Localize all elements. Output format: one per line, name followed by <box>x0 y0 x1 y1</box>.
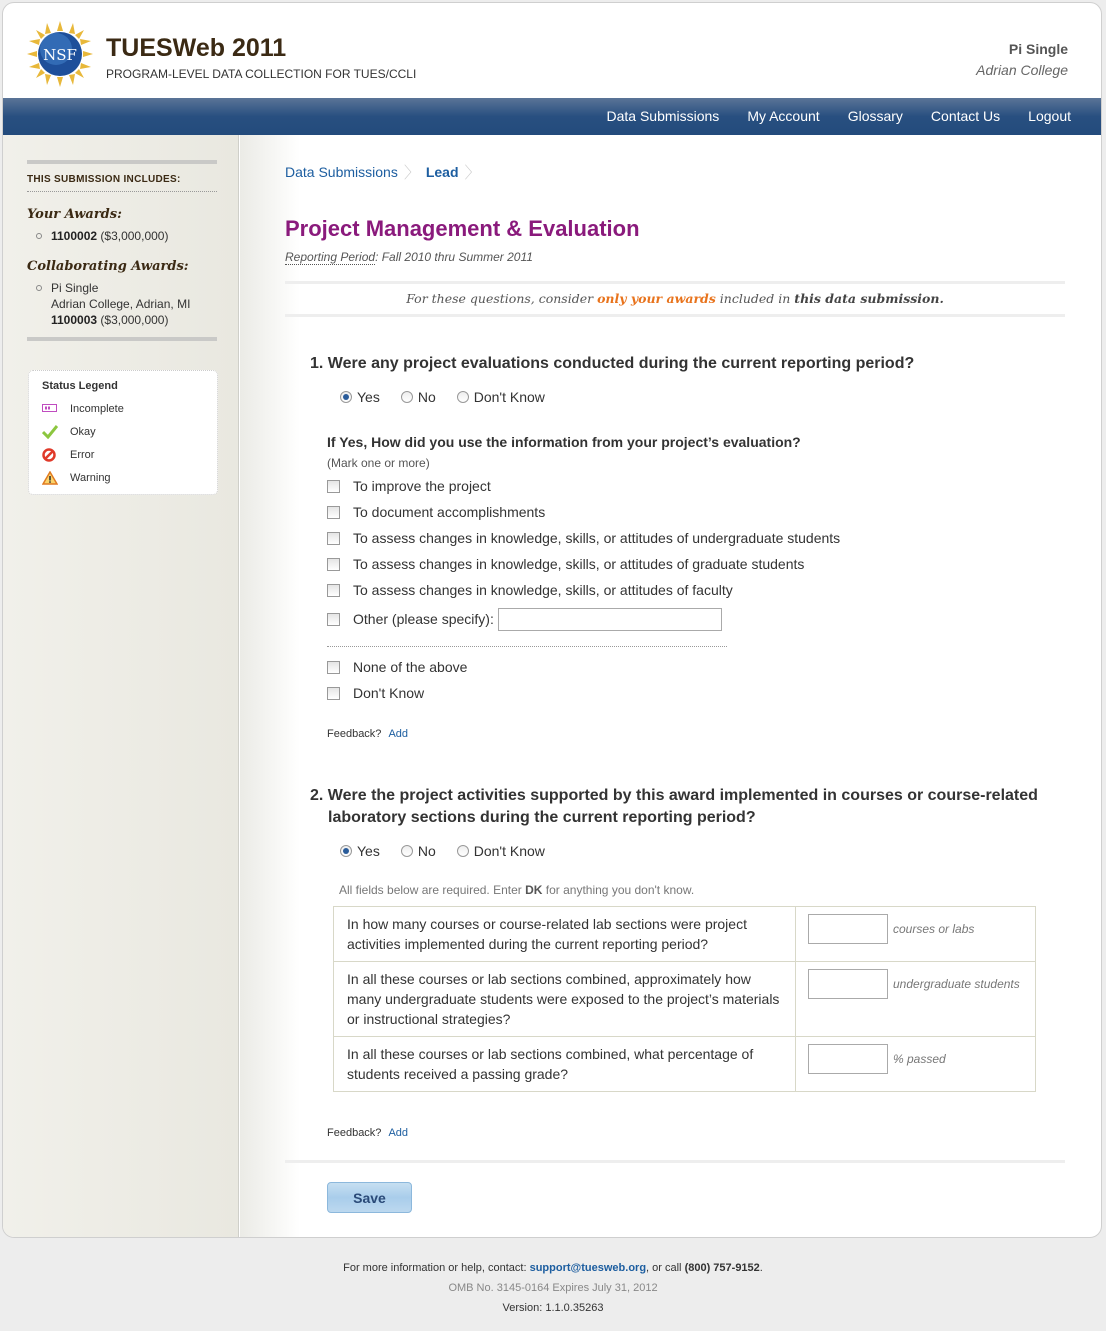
collab-institution: Adrian College, Adrian, MI <box>51 297 191 311</box>
legend-title: Status Legend <box>42 380 118 392</box>
breadcrumb-current: Lead <box>425 163 459 180</box>
scope-notice <box>285 281 1065 317</box>
nsf-logo <box>27 21 93 87</box>
q2-radio-dont-know[interactable] <box>457 843 545 859</box>
q1-exclusive-options <box>327 654 467 706</box>
page-footer <box>0 1258 1106 1318</box>
q2-radio-no[interactable] <box>401 843 436 859</box>
contact-text: , or call <box>646 1262 685 1274</box>
add-feedback-link[interactable]: Add <box>388 728 409 740</box>
question-2-options <box>340 843 566 859</box>
notice-text: For these questions, consider <box>406 291 598 306</box>
checkbox[interactable] <box>327 661 340 674</box>
courses-count-input[interactable] <box>808 914 888 944</box>
q1-feedback <box>327 728 408 740</box>
checkbox-label: To assess changes in knowledge, skills, or attitudes of faculty <box>353 582 733 598</box>
radio-label: Don't Know <box>473 843 545 859</box>
award-id: 1100002 <box>51 229 98 243</box>
radio-icon[interactable] <box>401 845 413 857</box>
contact-text: For more information or help, contact: <box>343 1262 530 1274</box>
note-text: All fields below are required. Enter <box>339 883 526 897</box>
radio-label: Yes <box>357 843 380 859</box>
checkbox-dont-know[interactable] <box>327 680 467 706</box>
version-info: Version: 1.1.0.35263 <box>502 1302 604 1314</box>
app-title: TUESWeb 2011 <box>106 34 287 62</box>
row-answer <box>796 1037 1036 1092</box>
unit-label: % passed <box>893 1052 946 1066</box>
q1-followup-question: If Yes, How did you use the information from your project’s evaluation? <box>327 434 801 450</box>
breadcrumb <box>285 160 487 183</box>
checkbox[interactable] <box>327 480 340 493</box>
q1-radio-no[interactable] <box>401 389 436 405</box>
legend-item-okay <box>42 420 204 443</box>
chevron-right-icon: 〉 <box>403 165 420 182</box>
q1-checkbox-group <box>327 473 840 635</box>
nav-glossary[interactable]: Glossary <box>847 108 903 124</box>
checkbox[interactable] <box>327 687 340 700</box>
incomplete-icon <box>42 404 58 414</box>
user-organization: Adrian College <box>976 62 1068 78</box>
other-specify-input[interactable] <box>498 608 722 631</box>
user-name: Pi Single <box>1008 41 1068 57</box>
radio-label: No <box>417 389 436 405</box>
reporting-period <box>285 250 533 264</box>
chevron-right-icon: 〉 <box>464 165 481 182</box>
legend-label: Okay <box>70 425 96 438</box>
question-2-title <box>310 785 1038 829</box>
question-2-line-2: laboratory sections during the current reporting period? <box>328 809 756 826</box>
error-icon <box>42 448 56 462</box>
checkbox-label: To improve the project <box>353 478 491 494</box>
checkbox-document-accomplishments[interactable] <box>327 499 840 525</box>
header <box>3 3 1102 98</box>
q1-radio-dont-know[interactable] <box>457 389 545 405</box>
row-question: In all these courses or lab sections combined, what percentage of students received a passing grade? <box>334 1037 796 1092</box>
your-awards-heading: Your Awards: <box>27 207 122 222</box>
table-row <box>334 907 1036 962</box>
notice-text: included in <box>715 291 795 306</box>
percent-passed-input[interactable] <box>808 1044 888 1074</box>
checkbox-label: Other (please specify): <box>353 611 494 627</box>
page-title: Project Management & Evaluation <box>285 216 640 241</box>
notice-bold: this data submission. <box>794 291 944 306</box>
checkbox-assess-grad[interactable] <box>327 551 840 577</box>
notice-highlight: only your awards <box>597 291 716 306</box>
question-2-line-1: 2. Were the project activities supported by this award implemented in courses or course-related <box>310 787 1038 804</box>
divider <box>285 1160 1065 1163</box>
legend-label: Incomplete <box>70 402 124 415</box>
radio-selected-icon[interactable] <box>340 845 352 857</box>
logo-text: NSF <box>43 46 77 64</box>
checkbox-label: To document accomplishments <box>353 504 546 520</box>
checkbox-other[interactable] <box>327 603 840 635</box>
divider <box>327 646 727 647</box>
sidebar <box>3 135 239 1238</box>
contact-line <box>0 1258 1106 1278</box>
period-value: : Fall 2010 thru Summer 2011 <box>375 250 533 264</box>
nav-logout[interactable]: Logout <box>1028 108 1071 124</box>
support-phone: (800) 757-9152 <box>684 1262 760 1274</box>
legend-label: Warning <box>70 471 111 484</box>
save-button[interactable]: Save <box>327 1182 412 1213</box>
question-1-title: 1. Were any project evaluations conducted during the current reporting period? <box>310 355 915 372</box>
legend-label: Error <box>70 448 95 461</box>
q1-followup-hint: (Mark one or more) <box>327 456 430 470</box>
checkbox[interactable] <box>327 558 340 571</box>
question-1-options <box>340 389 566 405</box>
row-answer <box>796 962 1036 1037</box>
award-item <box>27 228 217 244</box>
collab-awards-heading: Collaborating Awards: <box>27 259 189 274</box>
status-legend <box>28 370 218 495</box>
radio-label: Don't Know <box>473 389 545 405</box>
radio-icon[interactable] <box>457 845 469 857</box>
award-amount: ($3,000,000) <box>100 229 169 243</box>
support-email-link[interactable]: support@tuesweb.org <box>529 1262 647 1274</box>
row-question: In all these courses or lab sections combined, approximately how many undergraduate students were exposed to the project’s materials or instructional strategies? <box>334 962 796 1037</box>
add-feedback-link[interactable]: Add <box>388 1127 409 1139</box>
q2-details-table <box>333 906 1036 1092</box>
checkbox-improve-project[interactable] <box>327 473 840 499</box>
checkbox[interactable] <box>327 613 340 626</box>
main-nav <box>3 98 1102 135</box>
checkbox-assess-faculty[interactable] <box>327 577 840 603</box>
feedback-label: Feedback? <box>327 728 382 740</box>
table-row <box>334 962 1036 1037</box>
unit-label: undergraduate students <box>893 977 1020 991</box>
radio-label: No <box>417 843 436 859</box>
checkbox-assess-undergrad[interactable] <box>327 525 840 551</box>
checkbox-label: To assess changes in knowledge, skills, or attitudes of undergraduate students <box>353 530 841 546</box>
collab-award-item <box>27 280 217 328</box>
checkbox-none-of-above[interactable] <box>327 654 467 680</box>
q2-radio-yes[interactable] <box>340 843 380 859</box>
radio-selected-icon[interactable] <box>340 391 352 403</box>
checkbox-label: To assess changes in knowledge, skills, or attitudes of graduate students <box>353 556 805 572</box>
q2-feedback <box>327 1127 408 1139</box>
undergrad-count-input[interactable] <box>808 969 888 999</box>
collab-pi: Pi Single <box>51 281 99 295</box>
checkbox[interactable] <box>327 532 340 545</box>
legend-item-error <box>42 443 204 466</box>
q1-radio-yes[interactable] <box>340 389 380 405</box>
radio-icon[interactable] <box>401 391 413 403</box>
nav-my-account[interactable]: My Account <box>747 108 820 124</box>
nav-contact-us[interactable]: Contact Us <box>930 108 1001 124</box>
breadcrumb-data-submissions[interactable]: Data Submissions <box>285 163 398 180</box>
collab-award-id: 1100003 <box>51 313 98 327</box>
table-row <box>334 1037 1036 1092</box>
required-note <box>339 883 694 897</box>
row-answer <box>796 907 1036 962</box>
omb-notice: OMB No. 3145-0164 Expires July 31, 2012 <box>448 1282 658 1294</box>
app-subtitle: PROGRAM-LEVEL DATA COLLECTION FOR TUES/CCLI <box>106 67 417 81</box>
period-label: Reporting Period <box>285 250 376 264</box>
legend-item-warning <box>42 466 204 489</box>
unit-label: courses or labs <box>893 922 975 936</box>
checkbox-label: None of the above <box>353 659 468 675</box>
checkbox[interactable] <box>327 506 340 519</box>
note-bold: DK <box>525 883 543 897</box>
nav-data-submissions[interactable]: Data Submissions <box>606 108 720 124</box>
collab-award-amount: ($3,000,000) <box>100 313 169 327</box>
check-icon <box>42 425 58 439</box>
divider <box>27 337 217 341</box>
contact-text: . <box>759 1262 763 1274</box>
feedback-label: Feedback? <box>327 1127 382 1139</box>
summary-heading: THIS SUBMISSION INCLUDES: <box>27 164 217 192</box>
checkbox[interactable] <box>327 584 340 597</box>
row-question: In how many courses or course-related lab sections were project activities implemented during the current reporting period? <box>334 907 796 962</box>
checkbox-label: Don't Know <box>353 685 425 701</box>
note-text: for anything you don't know. <box>542 883 695 897</box>
legend-item-incomplete <box>42 397 204 420</box>
warning-icon <box>42 471 58 485</box>
submission-summary <box>27 160 217 341</box>
radio-label: Yes <box>357 389 380 405</box>
radio-icon[interactable] <box>457 391 469 403</box>
